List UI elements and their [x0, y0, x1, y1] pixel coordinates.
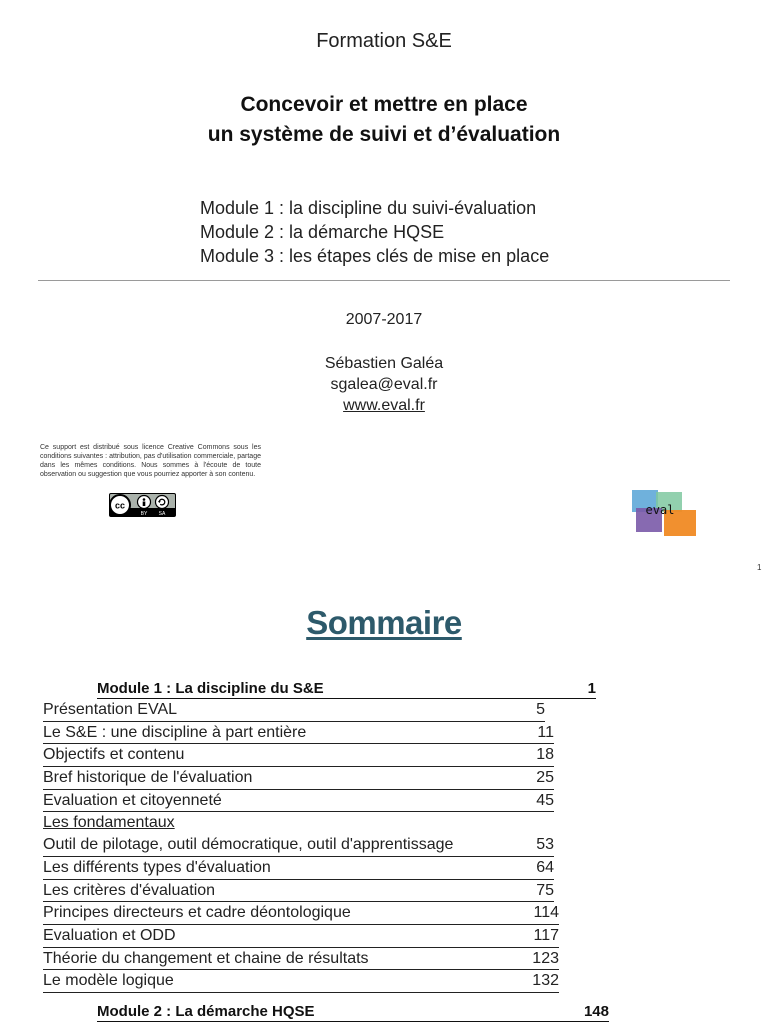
cc-sa-text: SA — [158, 511, 166, 517]
author-block — [0, 353, 768, 416]
toc-item[interactable]: Les différents types d'évaluation 64 — [43, 857, 554, 880]
toc-item[interactable]: Principes directeurs et cadre déontologique 114 — [43, 902, 559, 925]
toc-item[interactable]: Présentation EVAL 5 — [43, 699, 545, 722]
toc-item[interactable]: Evaluation et ODD 117 — [43, 925, 559, 948]
page-number: 1 — [757, 563, 762, 572]
toc-module-1[interactable] — [97, 679, 596, 699]
toc-list — [43, 699, 559, 993]
module-item: Module 3 : les étapes clés de mise en place — [200, 246, 550, 266]
eval-logo — [630, 488, 698, 538]
logo-text: eval — [645, 503, 675, 517]
toc-item[interactable]: Outil de pilotage, outil démocratique, outil d'apprentissage 53 — [43, 834, 554, 857]
author-name: Sébastien Galéa — [324, 355, 444, 372]
cc-by-text: BY — [140, 511, 148, 517]
toc-item[interactable]: Théorie du changement et chaine de résultats 123 — [43, 948, 559, 971]
toc-item[interactable]: Bref historique de l'évaluation 25 — [43, 767, 554, 790]
author-website-link[interactable]: www.eval.fr — [343, 397, 425, 414]
module-item: Module 1 : la discipline du suivi-évaluation — [200, 198, 537, 218]
toc-item[interactable]: Le modèle logique 132 — [43, 970, 559, 993]
divider — [38, 280, 730, 281]
svg-text:cc: cc — [114, 500, 126, 511]
title-line-2: un système de suivi et d’évaluation — [207, 123, 561, 146]
toc-item[interactable]: Les critères d'évaluation 75 — [43, 880, 554, 903]
toc-item[interactable]: Le S&E : une discipline à part entière 11 — [43, 722, 554, 745]
years: 2007-2017 — [345, 311, 423, 328]
toc-module-label: Module 2 : La démarche HQSE — [97, 1003, 315, 1020]
toc-module-label: Module 1 : La discipline du S&E — [97, 680, 324, 697]
toc-module-2[interactable] — [97, 1002, 609, 1022]
toc-item[interactable]: Evaluation et citoyenneté 45 — [43, 790, 554, 813]
toc-module-page: 1 — [587, 680, 596, 697]
document-title — [0, 90, 768, 150]
toc-item: Les fondamentaux — [43, 814, 175, 832]
title-line-1: Concevoir et mettre en place — [240, 93, 528, 116]
module-item: Module 2 : la démarche HQSE — [200, 222, 445, 242]
toc-item[interactable]: Objectifs et contenu 18 — [43, 744, 554, 767]
toc-module-page: 148 — [583, 1003, 609, 1020]
course-label: Formation S&E — [316, 30, 452, 52]
author-email[interactable]: sgalea@eval.fr — [330, 376, 438, 393]
license-notice: Ce support est distribué sous licence Creative Commons sous les conditions suivantes : attribution, pas d'utilisation commerciale, partage dans les mêmes conditions. Nous sommes à l'écoute de toute observation ou suggestion que vous pourriez apporter à son contenu. — [40, 444, 261, 478]
sommaire-title: Sommaire — [306, 604, 462, 641]
creative-commons-icon — [109, 493, 176, 517]
module-list — [200, 196, 549, 268]
